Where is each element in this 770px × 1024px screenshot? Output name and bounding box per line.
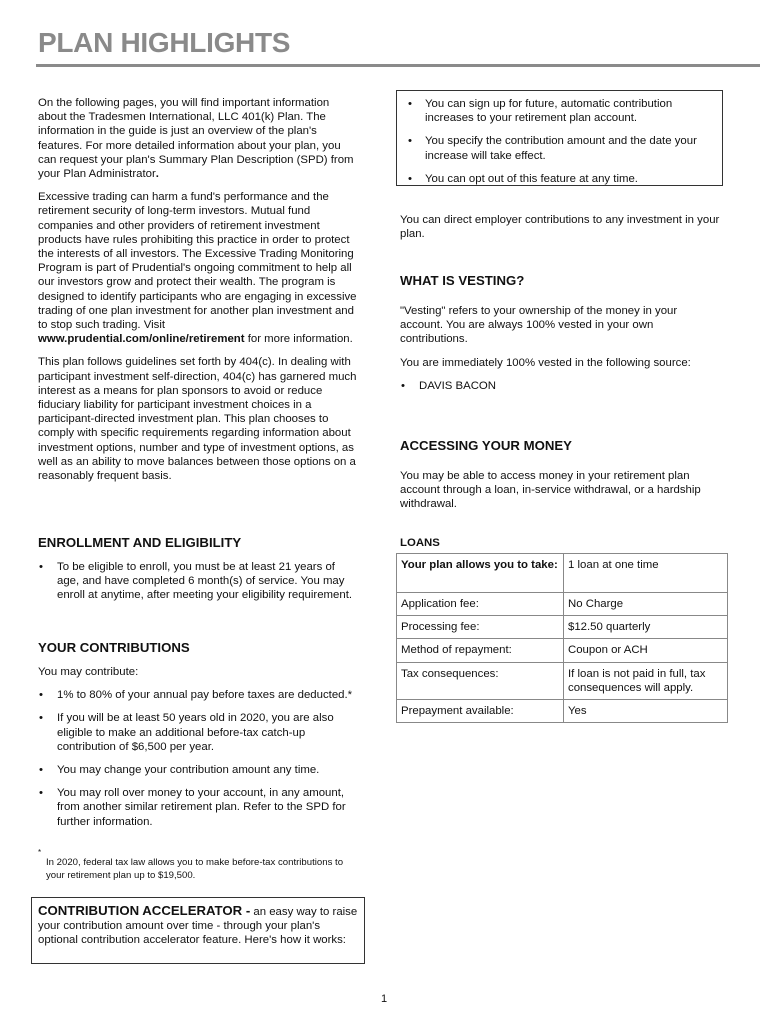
accelerator-feature-item: • You can opt out of this feature at any time. [407,172,712,186]
vesting-source-list [400,379,722,393]
loans-table [396,553,728,723]
contribution-item: • If you will be at least 50 years old in 2020, you are also eligible to make an additional before-tax catch-up contribution of $6,500 per year. [38,711,360,754]
enrollment-heading: ENROLLMENT AND ELIGIBILITY [38,535,242,550]
loan-label: Application fee: [397,593,564,616]
loans-heading: LOANS [400,537,440,549]
table-row [397,554,728,593]
loan-value: Coupon or ACH [564,639,728,662]
contributions-intro: You may contribute: [38,666,139,678]
loan-value: If loan is not paid in full, tax consequences will apply. [564,662,728,699]
intro-paragraph-1-text: On the following pages, you will find important information about the Tradesmen International, LLC 401(k) Plan. The information in the guide is just an overview of the plan's features. For more detailed information about your plan, you can request your plan's Summary Plan Description (SPD) from your Plan Administrator [38,97,354,181]
page-title: PLAN HIGHLIGHTS [38,27,291,58]
loan-label: Your plan allows you to take: [397,554,564,593]
loan-label: Prepayment available: [397,700,564,723]
accelerator-text: an easy way to raise your contribution amount over time - through your plan's optional contribution accelerator feature. Here's how it works: [38,906,358,947]
accelerator-feature-item: • You specify the contribution amount and the date your increase will take effect. [407,134,712,162]
intro-paragraph-2 [38,190,360,346]
title-divider [36,64,760,67]
contributions-heading: YOUR CONTRIBUTIONS [38,640,190,655]
footnote-marker: * [38,848,42,857]
intro-paragraph-3: This plan follows guidelines set forth by 404(c). In dealing with participant investment self-direction, 404(c) has garnered much interest as a means for plan sponsors to avoid or reduce fiduciary liability for participant investment choices in a participant-directed investment plan. This plan chooses to comply with specific requirements regarding information about investment options, number and type of investment options, as well as an ability to move balances between those options on a reasonably frequent basis. [38,356,357,483]
employer-contributions-text: You can direct employer contributions to any investment in your plan. [400,214,720,241]
loan-value: Yes [564,700,728,723]
table-row [397,662,728,699]
enrollment-list [38,560,360,603]
vesting-heading: WHAT IS VESTING? [400,273,525,288]
intro-paragraph-2-end: for more information. [244,333,353,346]
vesting-source-item: • DAVIS BACON [400,379,722,393]
page-number: 1 [381,993,388,1005]
table-row [397,593,728,616]
accelerator-features-box [396,90,723,186]
intro-section [38,96,360,483]
access-section [400,438,722,512]
loan-label: Processing fee: [397,616,564,639]
table-row [397,616,728,639]
vesting-section [400,273,722,393]
vesting-paragraph-1: "Vesting" refers to your ownership of the money in your account. You are always 100% vested in your own contributions. [400,305,678,346]
table-row [397,639,728,662]
accelerator-title: CONTRIBUTION ACCELERATOR - [38,903,251,918]
vesting-paragraph-2: You are immediately 100% vested in the following source: [400,356,691,369]
contributions-list [38,688,360,829]
access-text: You may be able to access money in your retirement plan account through a loan, in-service withdrawal, or a hardship withdrawal. [400,470,701,511]
contributions-section [38,640,360,829]
footnote-text: In 2020, federal tax law allows you to make before-tax contributions to your retirement plan up to $19,500. [46,857,344,881]
intro-paragraph-1 [38,96,360,181]
footnote [38,850,358,882]
loan-value: No Charge [564,593,728,616]
intro-paragraph-1-period: . [155,168,159,181]
contribution-item: • You may change your contribution amount any time. [38,763,360,777]
loan-label: Method of repayment: [397,639,564,662]
prudential-link[interactable]: www.prudential.com/online/retirement [38,333,245,346]
enrollment-section [38,535,360,603]
accelerator-feature-item: • You can sign up for future, automatic contribution increases to your retirement plan account. [407,97,712,125]
accelerator-features-list [407,97,712,186]
table-row [397,700,728,723]
loan-value: 1 loan at one time [564,554,728,593]
contribution-item: • 1% to 80% of your annual pay before taxes are deducted.* [38,688,360,702]
contribution-item: • You may roll over money to your account, in any amount, from another similar retirement plan. Refer to the SPD for further information. [38,786,360,829]
enrollment-item: • To be eligible to enroll, you must be at least 21 years of age, and have completed 6 month(s) of service. You may enroll at anytime, after meeting your eligibility requirement. [38,560,360,603]
loan-value: $12.50 quarterly [564,616,728,639]
intro-paragraph-2-text: Excessive trading can harm a fund's performance and the retirement security of long-term investors. Mutual fund companies and other providers of retirement investment products have rules prohibiting this practice in order to protect the interests of all investors. The Excessive Trading Monitoring Program is part of Prudential's ongoing commitment to help all our investors grow and protect their wealth. The program is designed to identify participants who are engaging in excessive trading of one plan investment for another plan investment and to stop such trading. Visit [38,191,357,332]
accelerator-box [31,897,365,964]
access-heading: ACCESSING YOUR MONEY [400,438,572,453]
loan-label: Tax consequences: [397,662,564,699]
